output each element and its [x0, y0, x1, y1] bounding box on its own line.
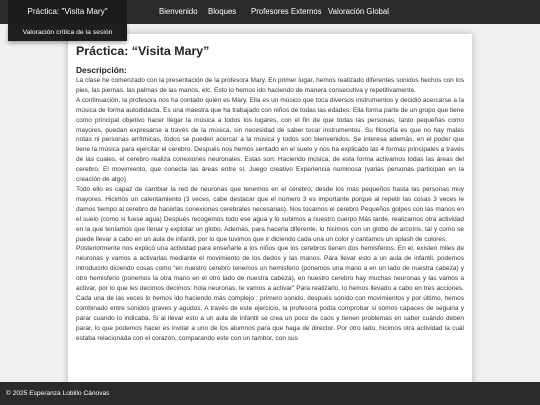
content-area — [68, 34, 472, 343]
description-text — [76, 76, 464, 343]
footer — [0, 382, 540, 405]
paragraph: La clase he comenzado con la presentación de la profesora Mary. En primer lugar, hemos realizado diferentes sonidos hechos con los pies, las piernas, las palmas de las manos, etc. Esto lo hemos ido haciendo de manera consecutiva y repetitivamente. — [76, 77, 464, 94]
nav-item-bloques[interactable]: Bloques — [208, 7, 237, 16]
nav-item-bienvenido[interactable]: Bienvenido — [159, 7, 198, 16]
nav-item-practica-visita-mary[interactable]: Práctica: "Visita Mary" — [8, 0, 127, 24]
footer-copyright: © 2025 Esperanza Lobillo Cánovas — [6, 390, 110, 397]
top-navigation-bar — [0, 0, 540, 24]
page-title: Práctica: “Visita Mary” — [76, 44, 210, 58]
section-heading: Descripción: — [76, 65, 127, 75]
submenu-item-valoracion-critica[interactable]: Valoración crítica de la sesión — [8, 24, 127, 41]
paragraph: Posteriormente nos explicó una actividad para enseñarle a los niños que los cerebros tienen dos hemisferios. En el, existen miles de neuronas y vamos a activarlas mediante el movimiento de los dedos y las manos. Para llevar esto a un aula de infantil, podemos introducirlo diciendo cosas como “en nuestro cerebro tenemos un hemisferio (ponemos una mano a en un lado de nuestra cabeza) y otro hemisferio (ponemos la otra mano en el otro lado de nuestra cabeza), en nuestro cerebro hay muchas neuronas y las vamos a activar, por lo que les decimos decimos: hola neuronas, te vamos a activar” Para realizarlo, lo hemos llevado a cabo en tres acciones. Cada una de las veces lo hemos ido haciendo más complejo : primero sonido, después sonido con movimientos y por último, hemos combinado entre sonidos graves y agudos. A través de este ejercicio, la profesora podía comprobar si somos capaces de seguirla y parar cuando lo indicaba. Si al llevar esto a un aula de infantil se crea un poco de caos y tienen problemas en saber cuándo deben parar, lo que podemos hacer es invitar a uno de los alumnos para que haga de director. Por otro lado, hicimos otra actividad la cuál estaba relacionada con el corazón, comparando este con un tambor, con sus — [76, 245, 464, 342]
paragraph: A continuación, la profesora nos ha contado quién es Mary. Ella es un músico que toca diversos instrumentos y decidió acercarse a la música de forma autodidacta. Es una maestra que ha trabajado con niños de todas las edades. Ella forma parte de un grupo que tiene como principal objetivo hacer llegar la música a todos los lugares, con el fin de que todas las personas, tanto pequeñas como mayores, puedan expresarse a través de la música, sin necesidad de saber tocar instrumentos. Su filosofía es que no hay malas notas ni personas arrítmicas, todos se pueden acercar a la música y todos son bienvenidos. Se interesa además, en el poder que tiene la música para ejercitar el cerebro. Después nos hemos sentado en el suelo y nos ha explicado las 4 formas principales a través de las cuales, el cerebro realiza conexiones neuronales. Estas son: Haciendo música, de esta forma activamos todas las áreas del cerebro. El movimiento, que conecta las áreas entre sí. Juego creativo Experiencia numinosa (varias personas participan en la creación de algo) — [76, 96, 464, 184]
nav-item-valoracion-global[interactable]: Valoración Global — [328, 7, 389, 16]
content-card — [68, 34, 472, 394]
nav-item-profesores-externos[interactable]: Profesores Externos — [251, 7, 322, 16]
paragraph: Todo ello es capaz de cambiar la red de neuronas que tenemos en el cerebro, desde los más pequeños hasta las personas muy mayores. Hicimos un calentamiento (3 veces, cabe destacar que el número 3 es importante porque al repetir las cosas 3 veces le damos tiempo al cerebro de hacerlas conexiones cerebrales necesarias). Nos tocamos el cerebro Pequeños golpes con las manos en el suelo (como si fuese agua) Después recogemos todo ese agua y lo subimos a nuestro cuerpo Más tarde, realizamos otra actividad en la que teníamos que llenar y explotar un globo. Además, para hacerla diferente, lo hicimos con un globo de arcoíris, tal y como se puede llevar a cabo en un aula de infantil, por lo que tuvimos que ir diciendo cada una un color y cantamos un splash de colores. — [76, 185, 464, 243]
